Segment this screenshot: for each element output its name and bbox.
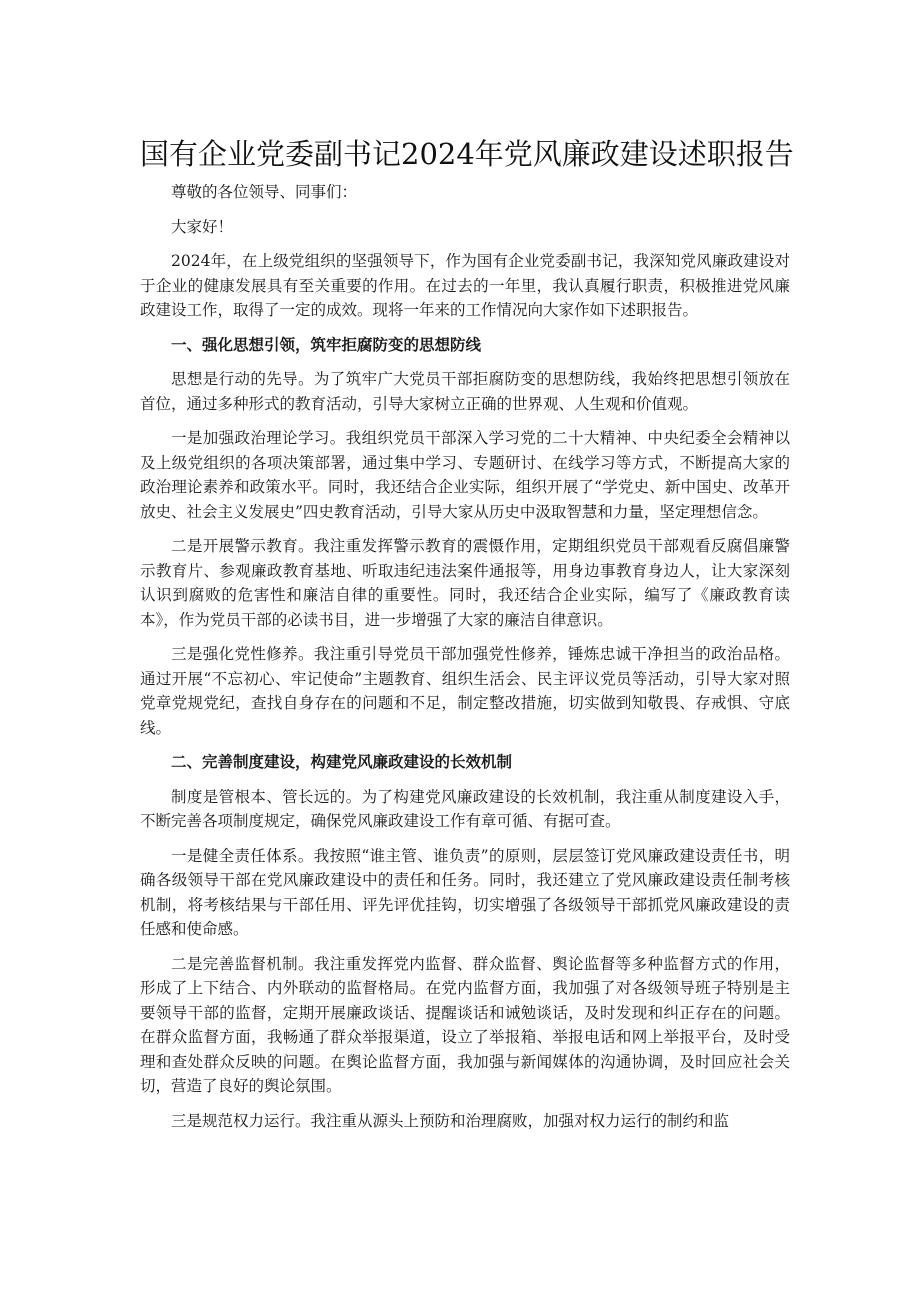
greeting: 大家好！: [171, 217, 234, 236]
paragraph: 一是加强政治理论学习。我组织党员干部深入学习党的二十大精神、中央纪委全会精神以及上级党组织的各项决策部署，通过集中学习、专题研讨、在线学习等方式，不断提高大家的政治理论素养和政策水平。同时，我还结合企业实际，组织开展了“学党史、新中国史、改革开放史、社会主义发展史”四史教育活动，引导大家从历史中汲取智慧和力量，坚定理想信念。: [140, 429, 790, 521]
section-heading: 二、完善制度建设，构建党风廉政建设的长效机制: [171, 752, 513, 771]
paragraph: 制度是管根本、管长远的。为了构建党风廉政建设的长效机制，我注重从制度建设入手，不断完善各项制度规定，确保党风廉政建设工作有章可循、有据可查。: [140, 787, 790, 830]
paragraph: 一是健全责任体系。我按照“谁主管、谁负责”的原则，层层签订党风廉政建设责任书，明确各级领导干部在党风廉政建设中的责任和任务。同时，我还建立了党风廉政建设责任制考核机制，将考核结果与干部任用、评先评优挂钩，切实增强了各级领导干部抓党风廉政建设的责任感和使命感。: [140, 846, 790, 938]
paragraph: 二是完善监督机制。我注重发挥党内监督、群众监督、舆论监督等多种监督方式的作用，形成了上下结合、内外联动的监督格局。在党内监督方面，我加强了对各级领导班子特别是主要领导干部的监督，定期开展廉政谈话、提醒谈话和诫勉谈话，及时发现和纠正存在的问题。在群众监督方面，我畅通了群众举报渠道，设立了举报箱、举报电话和网上举报平台，及时受理和查处群众反映的问题。在舆论监督方面，我加强与新闻媒体的沟通协调，及时回应社会关切，营造了良好的舆论氛围。: [140, 954, 790, 1095]
document-title: 国有企业党委副书记2024年党风廉政建设述职报告: [140, 137, 794, 171]
paragraph: 三是强化党性修养。我注重引导党员干部加强党性修养，锤炼忠诚干净担当的政治品格。通过开展“不忘初心、牢记使命”主题教育、组织生活会、民主评议党员等活动，引导大家对照党章党规党纪，查找自身存在的问题和不足，制定整改措施，切实做到知敬畏、存戒惧、守底线。: [140, 645, 790, 737]
paragraph: 三是规范权力运行。我注重从源头上预防和治理腐败，加强对权力运行的制约和监: [171, 1111, 730, 1130]
paragraph: 二是开展警示教育。我注重发挥警示教育的震慑作用，定期组织党员干部观看反腐倡廉警示教育片、参观廉政教育基地、听取违纪违法案件通报等，用身边事教育身边人，让大家深刻认识到腐败的危害性和廉洁自律的重要性。同时，我还结合企业实际，编写了《廉政教育读本》，作为党员干部的必读书目，进一步增强了大家的廉洁自律意识。: [140, 537, 790, 629]
document-body: [140, 180, 790, 1143]
section-heading: 一、强化思想引领，筑牢拒腐防变的思想防线: [171, 334, 482, 354]
intro-paragraph: 2024年，在上级党组织的坚强领导下，作为国有企业党委副书记，我深知党风廉政建设对于企业的健康发展具有至关重要的作用。在过去的一年里，我认真履行职责，积极推进党风廉政建设工作，取得了一定的成效。现将一年来的工作情况向大家作如下述职报告。: [140, 252, 790, 319]
salutation: 尊敬的各位领导、同事们：: [171, 183, 358, 201]
paragraph: 思想是行动的先导。为了筑牢广大党员干部拒腐防变的思想防线，我始终把思想引领放在首位，通过多种形式的教育活动，引导大家树立正确的世界观、人生观和价值观。: [140, 370, 790, 413]
